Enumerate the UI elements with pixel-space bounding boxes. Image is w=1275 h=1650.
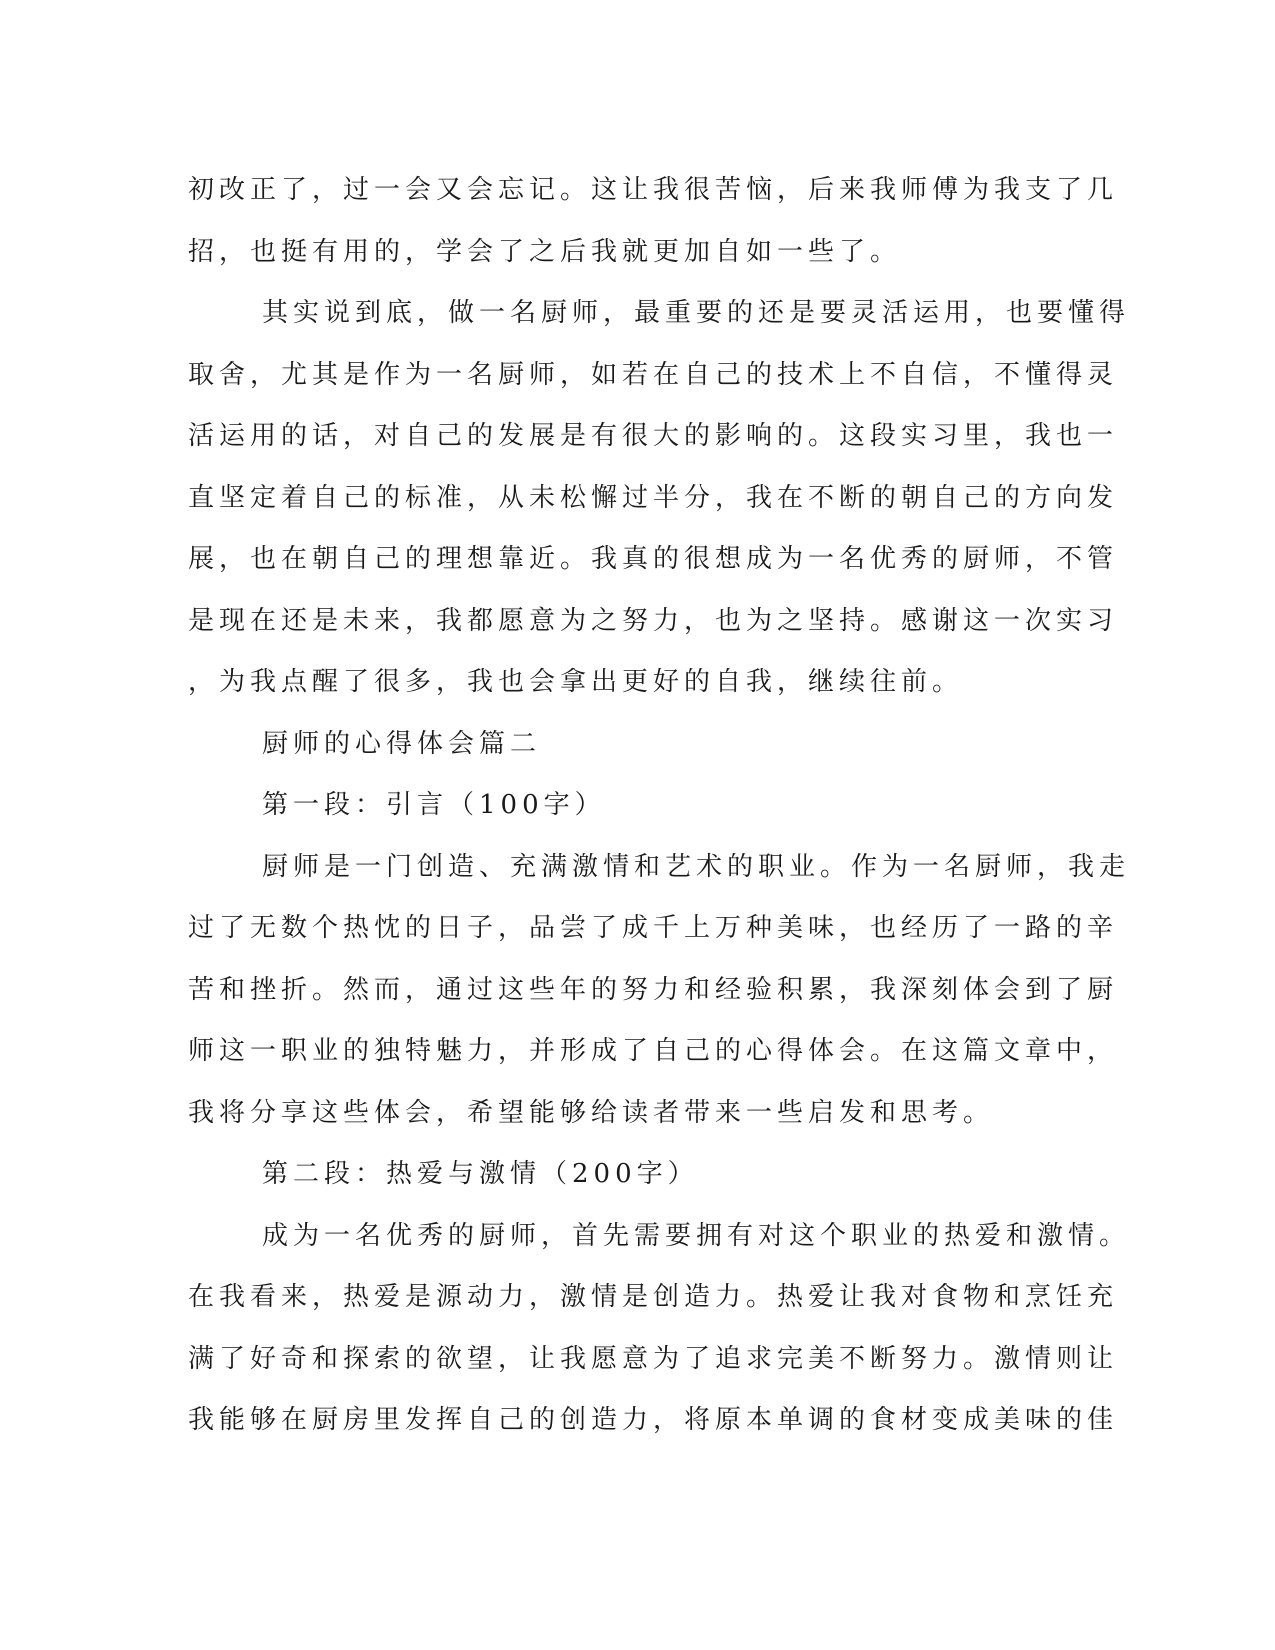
text-line: 我将分享这些体会，希望能够给读者带来一些启发和思考。 — [188, 1097, 995, 1128]
text-line: 直坚定着自己的标准，从未松懈过半分，我在不断的朝自己的方向发 — [188, 482, 1119, 513]
text-line: 展，也在朝自己的理想靠近。我真的很想成为一名优秀的厨师，不管 — [188, 544, 1119, 574]
text-line: ，为我点醒了很多，我也会拿出更好的自我，继续往前。 — [188, 667, 964, 697]
paragraph-start: 其实说到底，做一名厨师，最重要的还是要灵活运用，也要懂得 — [262, 298, 1131, 328]
section-heading: 厨师的心得体会篇二 — [262, 728, 542, 759]
text-line: 我能够在厨房里发挥自己的创造力，将原本单调的食材变成美味的佳 — [188, 1405, 1119, 1435]
subsection-heading: 第二段：热爱与激情（200字） — [262, 1159, 699, 1189]
text-line: 师这一职业的独特魅力，并形成了自己的心得体会。在这篇文章中， — [188, 1036, 1119, 1066]
text-line: 是现在还是未来，我都愿意为之努力，也为之坚持。感谢这一次实习 — [188, 605, 1119, 636]
paragraph-start: 成为一名优秀的厨师，首先需要拥有对这个职业的热爱和激情。 — [262, 1220, 1131, 1251]
text-line: 初改正了，过一会又会忘记。这让我很苦恼，后来我师傅为我支了几 — [188, 175, 1119, 205]
text-line: 苦和挫折。然而，通过这些年的努力和经验积累，我深刻体会到了厨 — [188, 974, 1119, 1005]
text-line: 满了好奇和探索的欲望，让我愿意为了追求完美不断努力。激情则让 — [188, 1343, 1119, 1374]
text-line: 取舍，尤其是作为一名厨师，如若在自己的技术上不自信，不懂得灵 — [188, 359, 1119, 390]
text-line: 过了无数个热忱的日子，品尝了成千上万种美味，也经历了一路的辛 — [188, 913, 1119, 943]
paragraph-start: 厨师是一门创造、充满激情和艺术的职业。作为一名厨师，我走 — [262, 851, 1131, 882]
document-body — [188, 160, 1131, 1452]
text-line: 活运用的话，对自己的发展是有很大的影响的。这段实习里，我也一 — [188, 421, 1119, 451]
text-line: 招，也挺有用的，学会了之后我就更加自如一些了。 — [188, 236, 902, 267]
text-line: 在我看来，热爱是源动力，激情是创造力。热爱让我对食物和烹饪充 — [188, 1282, 1119, 1312]
subsection-heading: 第一段：引言（100字） — [262, 790, 606, 820]
